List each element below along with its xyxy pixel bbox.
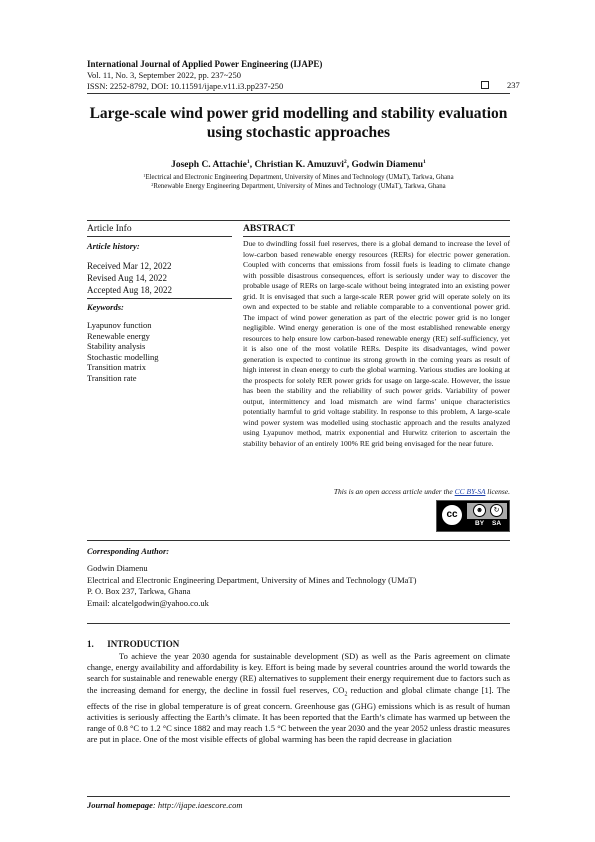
- history-accepted: Accepted Aug 18, 2022: [87, 285, 172, 295]
- corresponding-heading: Corresponding Author:: [87, 546, 170, 556]
- title-line-2: using stochastic approaches: [206, 124, 391, 141]
- person-icon: ☻: [473, 504, 486, 517]
- keyword-item: Transition matrix: [87, 362, 146, 372]
- info-rule: [87, 236, 232, 237]
- homepage-url[interactable]: : http://ijape.iaescore.com: [152, 800, 243, 810]
- introduction-text: To achieve the year 2030 agenda for sustainable development (SD) as well as the Paris agreement on climate change, energy availability and affordability is key. Effort is being made by several countries around the world towards the search for sustainable and renewable energy (RE) alternatives to supplement their energy requirement due to factors such as the increasing demand for energy, the decline in fossil fuel reserves, $CO_2$ reduction and global climate change [1]. The effects of the rise in global temperature is of great concern. Greenhouse gas (GHG) emissions which is as result of human activities is seriously affecting the Earth’s climate. It has been reported that the Earth’s climate has warmed up between the range of 0.8 °C to 1.2 °C since 1882 and may reach 1.5 °C between the year 2030 and the year 2052 unless drastic measures are put in place. One of the most visible effects of global warming has been the rapid decrease in glaciation: [87, 651, 510, 745]
- badge-sa-label: SA: [492, 520, 502, 527]
- license-link[interactable]: CC BY-SA: [454, 487, 486, 496]
- license-note: This is an open access article under the CC BY-SA license.: [333, 487, 510, 496]
- author-name: Joseph C. Attachie: [171, 160, 247, 170]
- footer-rule: [87, 796, 510, 797]
- affiliation-1: $^1$Electrical and Electronic Engineering Department, University of Mines and Technology (UMaT), Tarkwa, Ghana: [143, 173, 454, 181]
- keyword-item: Transition rate: [87, 372, 137, 383]
- cc-icon: cc: [440, 503, 464, 527]
- keyword-item: Stability analysis: [87, 341, 146, 351]
- history-heading: Article history:: [87, 241, 140, 251]
- affiliation-2: $^2$Renewable Energy Engineering Department, University of Mines and Technology (UMaT), Tarkwa, Ghana: [151, 182, 446, 190]
- corr-address: P. O. Box 237, Tarkwa, Ghana: [87, 586, 191, 596]
- title-line-1: Large-scale wind power grid modelling and stability evaluation: [89, 105, 508, 122]
- author-name: Christian K. Amuzuvi: [254, 160, 344, 170]
- history-received: Received Mar 12, 2022: [87, 261, 172, 271]
- journal-name: International Journal of Applied Power Engineering (IJAPE): [87, 59, 323, 69]
- page-number: 237: [507, 80, 520, 90]
- abstract-heading: ABSTRACT: [243, 224, 295, 234]
- corr-email: Email: alcatelgodwin@yahoo.co.uk: [87, 597, 209, 608]
- keywords-list: [87, 320, 159, 383]
- journal-homepage: [87, 800, 243, 810]
- info-top-rule: [87, 220, 510, 221]
- keywords-rule: [87, 298, 232, 299]
- badge-by-label: BY: [475, 520, 485, 527]
- homepage-label: Journal homepage: [87, 800, 153, 810]
- author-sup: 1: [423, 159, 426, 165]
- author-sup: 1: [246, 159, 250, 165]
- author-list: Joseph C. Attachie$^1$, Christian K. Amuzuvi$^2$, Godwin Diamenu$^1$: [171, 159, 426, 170]
- abstract-rule: [243, 236, 510, 237]
- corr-dept: Electrical and Electronic Engineering Department, University of Mines and Technology (UMaT): [87, 574, 417, 585]
- abstract-text: Due to dwindling fossil fuel reserves, there is a global demand to increase the level of low-carbon based renewable energy resources (RERs) for electric power generation. Coupled with concerns that emissions from fossil fuels is leading to climate change with possible disastrous consequences, effort is seriously under way to discover the probable usage of RERs on large-scale without being integrated into an existing power grid. It is envisaged that such a large-scale RER power grid will operate solely on its own and expected to be stable and reliable comparable to a conventional power grid. The impact of wind power generation as part of the electric power grid is no longer negligible. Wind energy generation is one of the most established renewable energy resources to help ensure low carbon-based renewable energy (RE) self-sufficiency, yet it is also one of the most volatile RERs. Despite its disadvantages, wind power generation is expected to continue its strong growth in the coming years as result of high interest in clean energy to curb the global warming. Various studies are looking at the prospects for solely RER power grids for usage on large-scale. However, the issue has been the stability and the reliability of such power grids. Variability of power output, intermittency and load mismatch are wind farms’ unique characteristics potentially harmful to grid voltage stability. In response to this problem, A large-scale wind power system was modelled using stochastic approach and the results analyzed using Lyapunov method, matrix exponential and Hurwitz criterion to ascertain the stability behavior of an entirely 100% RE grid being envisaged for the near future.: [243, 239, 510, 448]
- keyword-item: Stochastic modelling: [87, 351, 159, 362]
- article-info-heading: Article Info: [87, 224, 132, 234]
- share-alike-icon: ↻: [490, 504, 503, 517]
- history-list: [87, 260, 172, 296]
- header-rule: [87, 93, 510, 94]
- author-name: Godwin Diamenu: [351, 160, 424, 170]
- cc-by-sa-badge[interactable]: [436, 500, 510, 532]
- introduction-heading: 1. INTRODUCTION: [87, 639, 180, 649]
- journal-volume: Vol. 11, No. 3, September 2022, pp. 237~250: [87, 70, 242, 80]
- keywords-heading: Keywords:: [87, 302, 124, 312]
- author-sup: 2: [343, 159, 347, 165]
- corresponding-details: [87, 563, 416, 609]
- journal-issn-doi: ISSN: 2252-8792, DOI: 10.11591/ijape.v11.i3.pp237-250: [87, 81, 284, 91]
- square-icon: [481, 81, 489, 89]
- keyword-item: Renewable energy: [87, 330, 150, 341]
- history-revised: Revised Aug 14, 2022: [87, 273, 167, 283]
- abstract-bottom-rule: [87, 540, 510, 541]
- corr-bottom-rule: [87, 623, 510, 624]
- paper-title: [87, 104, 510, 142]
- keyword-item: Lyapunov function: [87, 320, 152, 330]
- corr-name: Godwin Diamenu: [87, 563, 148, 573]
